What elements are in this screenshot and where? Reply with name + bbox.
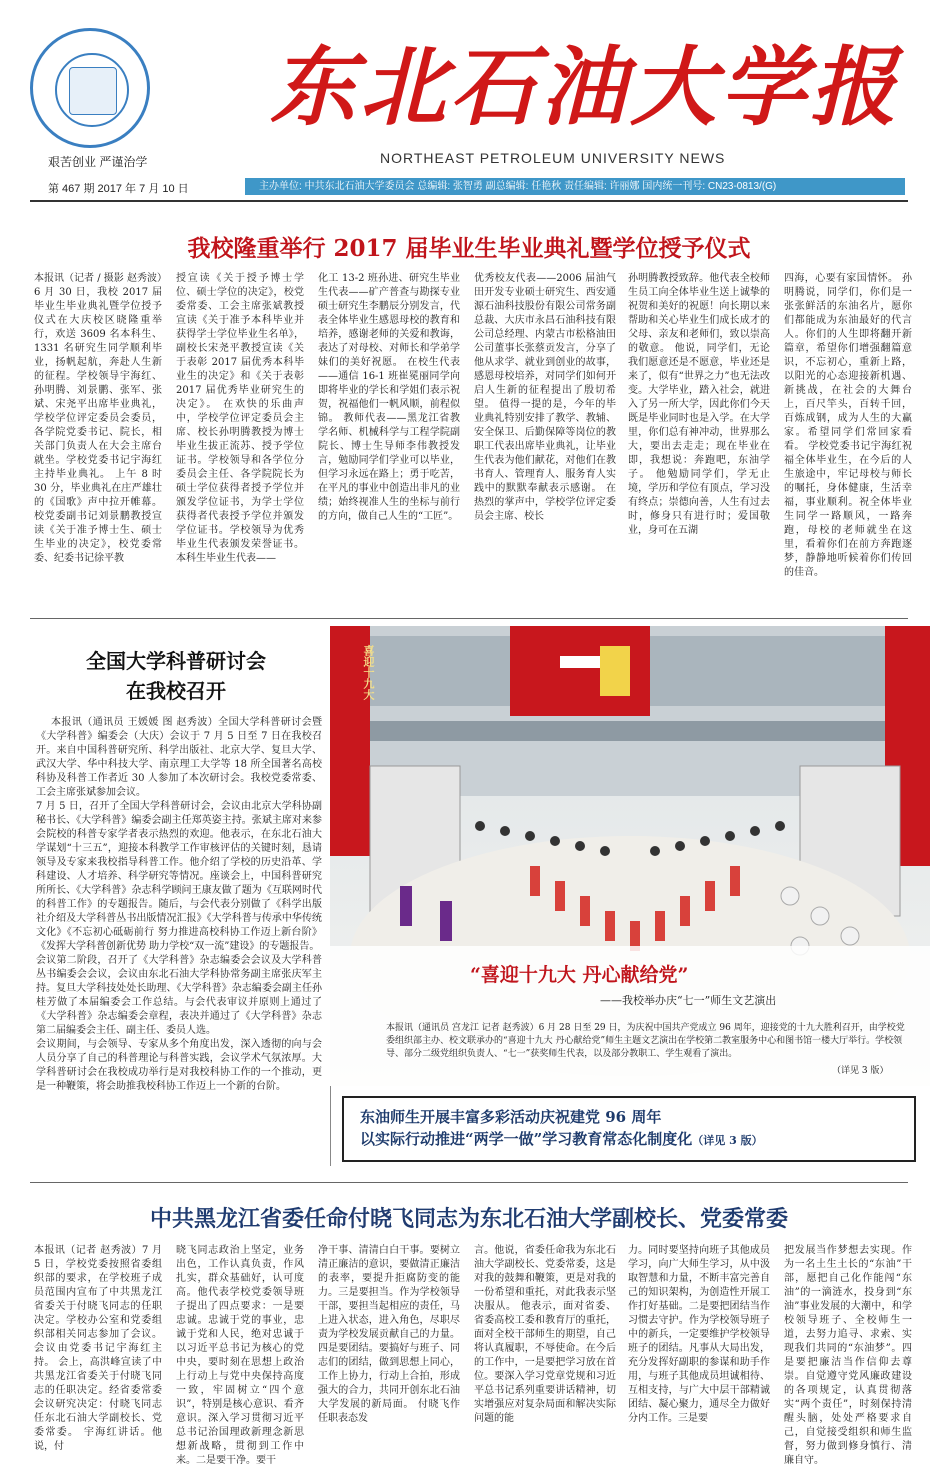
photo-caption-title: “喜迎十九大 丹心献给党” bbox=[470, 964, 689, 986]
logo-emblem bbox=[55, 53, 129, 127]
issue-date: 第 467 期 2017 年 7 月 10 日 bbox=[48, 183, 189, 195]
highlight-line-1: 东油师生开展丰富多彩活动庆祝建党 96 周年 bbox=[360, 1108, 662, 1126]
headline-science-seminar-1: 全国大学科普研讨会 bbox=[86, 649, 266, 673]
section-rule-2 bbox=[30, 1182, 908, 1183]
article1-col-4: 优秀校友代表——2006 届油气田开发专业硕士研究生、西安通源石油科技股份有限公司常务副总裁、大庆市永昌石油科技有限公司总经理、内蒙古市松格油田公司董事长张蔡贡发言，分享了他从求学、就业到创业的故事，感恩母校培养，对同学们如何开启人生新的征程提出了殷切希望。 值得一提的是，今年的毕业典礼特别安排了教学、教辅、安全保卫、后勤保障等岗位的教职工代表出席毕业典礼，让毕业生代表为他们献花，对他们在教书育人、管理育人、服务育人实践中的默默奉献表示感谢。 在热烈的掌声中，学校学位评定委员会主席、校长 bbox=[474, 273, 616, 522]
headline-graduation: 我校隆重举行 2017 届毕业生毕业典礼暨学位授予仪式 bbox=[187, 235, 751, 262]
article1-col-3: 化工 13-2 班孙进、研究生毕业生代表——矿产普查与勘探专业硕士研究生李鹏辰分别发言，代表全体毕业生感恩母校的教育和培养，感谢老师的关爱和教诲，表达了对母校、对师长和学弟学妹们的美好祝愿。 在校生代表——通信 16-1 班崔冕丽同学向即将毕业的学长和学姐们表示祝贺，祝福他们一帆风顺，前程似锦。 教师代表——黑龙江省教学名师、机械科学与工程学院副院长、博士生导师李伟教授发言，勉励同学们学业可以毕业，但学习永远在路上；勇于吃苦，在平凡的事业中创造出非凡的业绩；始终视准人生的坐标与前行的方向，做自己人生的“工匠”。 bbox=[318, 273, 460, 522]
university-logo bbox=[30, 28, 150, 148]
masthead-english: NORTHEAST PETROLEUM UNIVERSITY NEWS bbox=[380, 150, 726, 166]
highlight-box bbox=[342, 1096, 916, 1162]
header-rule bbox=[30, 200, 908, 202]
article1-col-2: 授宣读《关于授予博士学位、硕士学位的决定》，校党委常委、工会主席张斌教授宣读《关于准予本科毕业并获得学士学位毕业生名单》，副校长宋尧平教授宣读《关于表彰 2017 届优秀本科毕业生的决定》和《关于表彰 2017 届优秀毕业研究生的决定》。 在欢快的乐曲声中，学校学位评定委员会主席、校长孙明腾教授为博士毕业生拔正流苏、授予学位证书。学校领导和各学位分委员会主任、各学院院长为硕士学位获得者授予学位并颁发学位证书，为学士学位获得者代表授予学位并颁发学位证书。学校领导为优秀毕业生代表颁发荣誉证书。 本科生毕业生代表—— bbox=[176, 273, 304, 564]
photo-illustration bbox=[330, 626, 930, 1086]
article3-col-1: 本报讯（记者 赵秀波）7 月 5 日，学校党委按照省委组织部的要求，在学校班子成员范围内宣布了中共黑龙江省委关于付晓飞同志的任职决定。学校办公室和党委组织部相关同志参加了会议。会议由党委书记宇海红主持。 会上，高洪峰宣读了中共黑龙江省委关于付晓飞同志的任职决定。经省委常委会议研究决定：付晓飞同志任东北石油大学副校长、党委常委。 宇海红讲话。他说，付 bbox=[34, 1245, 162, 1452]
article3-col-5: 力。同时要坚持向班子其他成员学习，向广大师生学习，从中汲取智慧和力量，不断丰富完善自己的知识架构，为创造性开展工作打好基础。二是要把团结当作习惯去守护。作为学校领导班子中的新兵，一定要维护学校领导班子的团结。凡事从大局出发，充分发挥好副职的参谋和助手作用，与班子其他成员坦诚相待、互相支持，与广大中层干部精诚团结、凝心聚力，通尽全力做好分内工作。三是要 bbox=[628, 1245, 770, 1424]
article1-col-1: 本报讯（记者 / 摄影 赵秀波）6 月 30 日，我校 2017 届毕业生毕业典礼暨学位授予仪式在大庆校区晓隆重举行，欢送 3609 名本科生、1331 名研究生同学顺利毕业，扬帆起航，奔赴人生新的征程。学校领导宇海红、孙明腾、刘景鹏、张军、张斌、宋尧平出席毕业典礼，学校学位评定委员会委员，各学院党委书记、院长，相关部门负责人在大会主席台就坐。学校党委书记宇海红主持毕业典礼。 上午 8 时 30 分，毕业典礼在庄严雄壮的《国歌》声中拉开帷幕。 校党委副书记刘景鹏教授宣读《关于准予博士生、硕士生毕业的决定》，校党委常委、纪委书记徐平教 bbox=[34, 273, 162, 564]
article3-col-2: 晓飞同志政治上坚定，业务出色，工作认真负责，作风扎实，群众基础好，认可度高。他代表学校党委领导班子提出了四点要求：一是要忠诚。忠诚于党的事业，忠诚于党和人民，绝对忠诚于以习近平总书记为核心的党中央，要时刻在思想上政治上行动上与党中央保持高度一致，牢固树立“四个意识”，特别是核心意识、看齐意识。深入学习贯彻习近平总书记治国理政新理念新思想新战略，贯彻到工作中来。二是要干净。要干 bbox=[176, 1245, 304, 1466]
section-rule-1 bbox=[30, 618, 908, 619]
masthead-title: 东北石油大学报 bbox=[270, 37, 900, 138]
photo-caption-text: 本报讯（通讯员 宫龙江 记者 赵秀波）6 月 28 日至 29 日，为庆祝中国共产党成立 96 周年，迎接党的十九大胜利召开，由学校党委组织部主办、校文联承办的“喜迎十九大 丹心献给党”师生主题文艺演出在学校第二教室服务中心和图书馆一楼大厅举行。学校领导、部分二级党组织负责人、“七一”获奖师生代表，以及部分教职工、学生观看了演出。 bbox=[386, 1023, 905, 1059]
headline-appointment: 中共黑龙江省委任命付晓飞同志为东北石油大学副校长、党委常委 bbox=[149, 1206, 788, 1232]
headline-science-seminar-2: 在我校召开 bbox=[126, 679, 226, 703]
photo-caption-subtitle: ——我校举办庆“七一”师生文艺演出 bbox=[600, 994, 777, 1007]
publisher-info-bar: 主办单位: 中共东北石油大学委员会 总编辑: 张智勇 副总编辑: 任艳秋 责任编辑: 许丽娜 国内统一刊号: CN23-0813/(G) bbox=[245, 178, 905, 195]
stage-banner-text: 喜迎十九大 bbox=[362, 645, 375, 700]
logo-core bbox=[69, 67, 117, 115]
highlight-line-2 bbox=[360, 1128, 898, 1152]
motto: 艰苦创业 严谨治学 bbox=[48, 155, 148, 169]
photo-see-page: （详见 3 版） bbox=[832, 1066, 889, 1076]
article3-col-6: 把发展当作梦想去实现。作为一名土生土长的“东油”干部，愿把自己化作能闯“东油”的一滴涟水，投身到“东油”事业发展的大潮中，和学校领导班子、全校师生一道，去努力追寻、求索、实现我们共同的“东油梦”。四是要把廉洁当作信仰去尊崇。自觉遵守党风廉政建设的各项规定，认真贯彻落实“两个责任”，时刻保持清醒头脑，处处严格要求自己，自觉接受组织和师生监督，努力做到修身慎行、清廉自守。 bbox=[784, 1245, 912, 1466]
article1-col-6: 四海，心要有家国情怀。 孙明腾说，同学们，你们是一张张鲜活的东油名片，愿你们都能成为东油最好的代言人。你们的人生即将翻开新篇章，希望你们增强翻篇意识，不忘初心，重新上路，以阳光的心态迎接新机遇、新挑战，在社会的大舞台上，百尺竿头，百转千回，百炼成钢，成为人生的大赢家。希望同学们常回家看看。 学校党委书记宇海红祝福全体毕业生，在今后的人生旅途中，牢记母校与师长的嘱托，身体健康，生活幸福，事业顺利。祝全体毕业生同学一路顺风，一路奔跑，母校的老师就坐在这里，看着你们在前方奔跑逐梦，静静地听候着你们传回的佳音。 bbox=[784, 273, 912, 578]
article1-col-5: 孙明腾教授致辞。他代表全校师生员工向全体毕业生送上诚挚的祝贺和美好的祝愿！向长期以来帮助和关心毕业生们成长成才的父母、亲友和老师们，致以崇高的敬意。 他说，同学们，无论我们愿意还是不愿意，毕业还是来了，似有“世界之力”也无法改变。大学毕业，踏入社会，就进入了另一所大学，因此你们今天既是毕业同时也是入学。在大学里，你们总有神冲动，世界那么大，要出去走走；现在毕业在即，我想说：奔跑吧，东油学子。 他勉励同学们，学无止境，学历和学位有顶点，学习没有终点；崇德向善，人生有过去时，修身只有进行时；爱国敬业，身可在五湖 bbox=[628, 273, 770, 536]
article3-col-4: 言。他说，省委任命我为东北石油大学副校长、党委常委，这是对我的鼓舞和鞭策，更是对我的一份希望和重托，对此我表示坚决服从。 他表示，面对省委、省委高校工委和教育厅的重托，面对全校干部师生的期望，自己将认真履职，不辱使命。在今后的工作中，一是要把学习放在首位。要深入学习党章党规和习近平总书记系列重要讲话精神，切实增强应对复杂局面和解决实际问题的能 bbox=[474, 1245, 616, 1424]
performance-photo bbox=[330, 626, 930, 1086]
article3-col-3: 净干事、清清白白干事。要树立清正廉洁的意识，要做清正廉洁的表率，要提升拒腐防变的能力。三是要担当。作为学校领导干部，要担当起相应的责任，马上进入状态，进入角色，尽职尽责为学校发展贡献自己的力量。四是要团结。要搞好与班子、同志们的团结，做到思想上同心，工作上协力，行动上合拍，形成强大的合力，共同开创东北石油大学发展的新局面。 付晓飞作任职表态发 bbox=[318, 1245, 460, 1424]
highlight-see-page: （详见 3 版） bbox=[692, 1134, 763, 1147]
highlight-line-2-text: 以实际行动推进“两学一做”学习教育常态化制度化 bbox=[360, 1130, 693, 1148]
article2-body: 本报讯（通讯员 王媛媛 图 赵秀波）全国大学科普研讨会暨《大学科普》编委会（大庆）会议于 7 月 5 日至 7 日在我校召开。来自中国科普研究所、科学出版社、北京大学、复旦大学、武汉大学、华中科技大学、南京理工大学等 18 所全国著名高校科协及科普工作者近 30 人参加了本次研讨会。我校党委常委、工会主席张斌参加会议。 7 月 5 日，召开了全国大学科普研讨会，会议由北京大学科协副秘书长、《大学科普》编委会副主任郑英姿主持。张斌主席对来参会院校的科普专家学者表示热烈的欢迎。他表示，在东北石油大学谋划“十三五”，迎接本科教学工作审核评估的关键时刻，恳请领导及专家来我校指导科普工作。他介绍了学校的历史沿革、学科建设、人才培养、科学研究等情况。座谈会上，中国科普研究所所长、《大学科普》杂志科学顾问王康友做了题为《互联网时代的科普工作》的专题报告。随后，与会代表分别做了《科学出版社介绍及大学科普丛书出版情况汇报》《大学科普与传承中华传统文化》《不忘初心砥砺前行 努力推进高校科协工作迈上新台阶》《发挥大学科普创新优势 助力学校“双一流”建设》的专题报告。 会议第二阶段，召开了《大学科普》杂志编委会会议及大学科普丛书编委会会议，会议由东北石油大学科协常务副主席张庆军主持。复旦大学科技处处长助理、《大学科普》杂志编委会副主任孙桂芳做了本届编委会工作总结。与会代表审议并原则上通过了《大学科普》杂志编委会章程，表决并通过了《大学科普》杂志第二届编委会主任、副主任、委员人选。 会议期间，与会领导、专家从多个角度出发，深入透彻的向与会人员分享了自己的科普理论与科普实践，会议学术气氛浓厚。大学科普研讨会在我校成功举行是对我校科协工作的一个推动，更是一种鞭策，将会助推我校科协工作迈上一个新的台阶。 bbox=[36, 717, 322, 1092]
